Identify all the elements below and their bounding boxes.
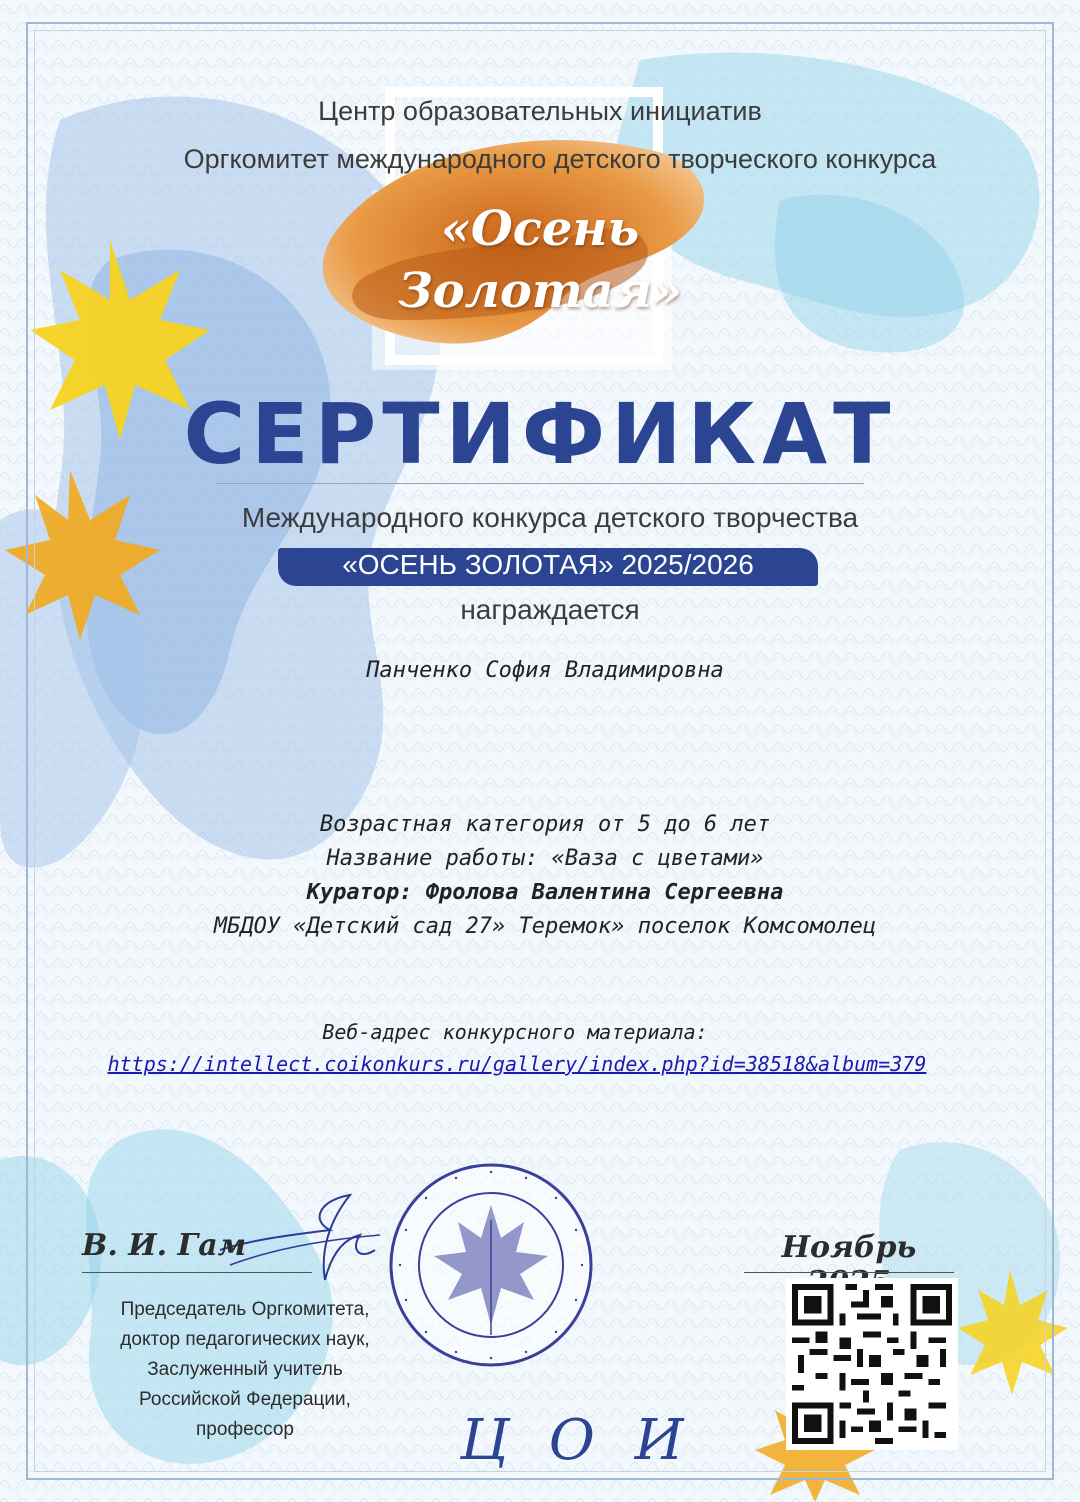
age-category: Возрастная категория от 5 до 6 лет — [319, 812, 771, 837]
web-address-label: Веб-адрес конкурсного материала: — [322, 1020, 708, 1044]
issue-date: Ноябрь — [781, 1230, 917, 1265]
logo-line-1: «Осень — [440, 201, 640, 257]
logo-line-2: Золотая» — [398, 263, 682, 319]
awarded-label: награждается — [460, 594, 640, 625]
organization-name: Центр образовательных инициатив — [318, 96, 762, 126]
signatory-title-2: доктор педагогических наук, — [120, 1329, 370, 1350]
footer-logo: ЦОИ — [460, 1408, 724, 1473]
committee-name: Оргкомитет международного детского творческого конкурса — [183, 144, 937, 174]
signatory-title-3: Заслуженный учитель — [147, 1359, 343, 1380]
contest-banner-text: «ОСЕНЬ ЗОЛОТАЯ» 2025/2026 — [342, 549, 754, 580]
signature-line — [82, 1272, 312, 1273]
certificate-title: СЕРТИФИКАТ — [183, 385, 897, 483]
recipient-name: Панченко София Владимировна — [366, 658, 724, 683]
certificate-subtitle: Международного конкурса детского творчества — [241, 502, 859, 533]
title-divider — [216, 483, 864, 484]
signatory-title-4: Российской Федерации, — [139, 1389, 351, 1410]
work-title: Название работы: «Ваза с цветами» — [326, 846, 764, 871]
contest-logo — [380, 198, 700, 322]
signatory-title-5: профессор — [196, 1419, 294, 1440]
signatory-name: В. И. Гам — [82, 1228, 247, 1263]
qr-code-icon[interactable] — [786, 1278, 958, 1450]
date-line — [744, 1272, 954, 1273]
signatory-title-1: Председатель Оргкомитета, — [120, 1299, 370, 1320]
institution: МБДОУ «Детский сад 27» Теремок» поселок Комсомолец — [213, 914, 877, 939]
web-address-link[interactable]: https://intellect.coikonkurs.ru/gallery/index.php?id=38518&album=379 — [107, 1052, 927, 1076]
curator: Куратор: Фролова Валентина Сергеевна — [306, 880, 784, 905]
maple-leaf-seal-icon — [386, 1160, 596, 1370]
